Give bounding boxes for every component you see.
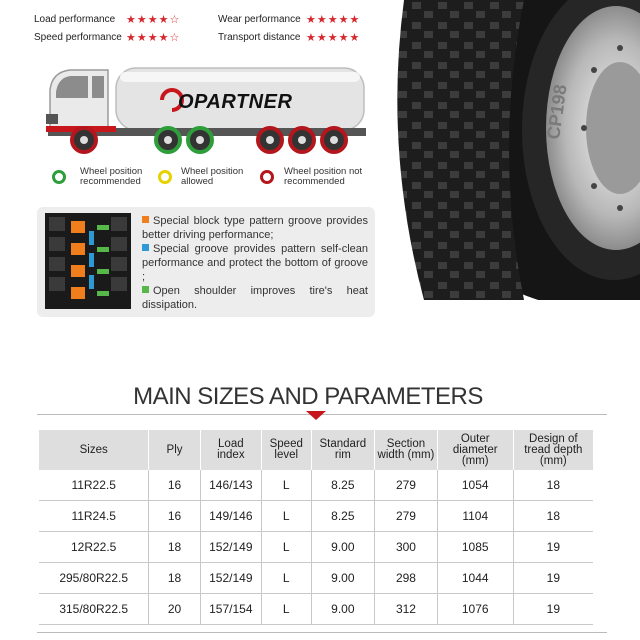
cell-outer-diameter: 1104 (437, 501, 513, 532)
cell-outer-diameter: 1044 (437, 563, 513, 594)
cell-load-index: 152/149 (200, 532, 261, 563)
cell-tread-depth: 19 (513, 594, 593, 625)
rating-wear-stars: ★★★★★ (306, 14, 361, 26)
section-title: MAIN SIZES AND PARAMETERS (133, 383, 483, 410)
cell-ply: 18 (149, 532, 200, 563)
bottom-divider (37, 632, 607, 633)
feature-item (142, 284, 368, 312)
cell-tread-depth: 18 (513, 501, 593, 532)
header-load-index: Load index (200, 430, 261, 470)
cell-standard-rim: 8.25 (311, 470, 375, 501)
rating-transport-stars: ★★★★★ (306, 32, 361, 44)
table-header-row (39, 430, 593, 470)
tread-detail-icon (45, 213, 131, 309)
rating-wear-label: Wear performance (218, 14, 301, 25)
legend-not-recommended-icon (260, 170, 274, 184)
wheel-drive-1 (156, 128, 180, 152)
cell-speed-level: L (261, 532, 311, 563)
cell-ply: 16 (149, 470, 200, 501)
cell-outer-diameter: 1054 (437, 470, 513, 501)
cell-size: 315/80R22.5 (39, 594, 149, 625)
sizes-table (39, 430, 593, 625)
cell-ply: 18 (149, 563, 200, 594)
rating-speed-stars: ★★★★☆ (126, 32, 181, 44)
cell-ply: 20 (149, 594, 200, 625)
cell-section-width: 300 (375, 532, 438, 563)
cell-standard-rim: 8.25 (311, 501, 375, 532)
tire-image (384, 0, 640, 300)
header-standard-rim: Standard rim (311, 430, 375, 470)
cell-standard-rim: 9.00 (311, 594, 375, 625)
feature-item (142, 242, 368, 284)
wheel-trailer-1 (258, 128, 282, 152)
cell-tread-depth: 19 (513, 532, 593, 563)
feature-text: Special groove provides pattern self-clean performance and protect the bottom of groove ; (142, 243, 368, 283)
table-row (39, 532, 593, 563)
green-square-icon (142, 286, 149, 293)
wheel-trailer-2 (290, 128, 314, 152)
feature-text: Special block type pattern groove provides better driving performance; (142, 215, 368, 241)
cell-load-index: 146/143 (200, 470, 261, 501)
cell-speed-level: L (261, 594, 311, 625)
legend-allowed-label: Wheel position allowed (181, 166, 244, 187)
legend-recommended-icon (52, 170, 66, 184)
header-ply: Ply (149, 430, 200, 470)
wheel-drive-2 (188, 128, 212, 152)
rating-transport-label: Transport distance (218, 32, 301, 43)
legend-allowed-icon (158, 170, 172, 184)
header-section-width: Section width (mm) (375, 430, 438, 470)
header-speed-level: Speed level (261, 430, 311, 470)
cell-section-width: 298 (375, 563, 438, 594)
cell-section-width: 312 (375, 594, 438, 625)
cell-speed-level: L (261, 501, 311, 532)
header-sizes: Sizes (39, 430, 149, 470)
cell-tread-depth: 19 (513, 563, 593, 594)
rating-speed-label: Speed performance (34, 32, 122, 43)
legend-not-recommended-label: Wheel position not recommended (284, 166, 363, 187)
table-row (39, 594, 593, 625)
cell-speed-level: L (261, 563, 311, 594)
cell-section-width: 279 (375, 470, 438, 501)
blue-square-icon (142, 244, 149, 251)
header-tread-depth: Design of tread depth (mm) (513, 430, 593, 470)
orange-square-icon (142, 216, 149, 223)
header-outer-diameter: Outer diameter (mm) (437, 430, 513, 470)
cell-standard-rim: 9.00 (311, 532, 375, 563)
brand-logo: OPARTNER (178, 91, 293, 113)
wheel-front (72, 128, 96, 152)
feature-list (142, 214, 368, 312)
cell-size: 11R22.5 (39, 470, 149, 501)
rating-load-stars: ★★★★☆ (126, 14, 181, 26)
title-accent-triangle (306, 411, 326, 421)
table-row (39, 563, 593, 594)
wheel-trailer-3 (322, 128, 346, 152)
cell-size: 12R22.5 (39, 532, 149, 563)
cell-standard-rim: 9.00 (311, 563, 375, 594)
tire-model-label: CP198 (543, 83, 571, 141)
rating-load-label: Load performance (34, 14, 116, 25)
cell-outer-diameter: 1076 (437, 594, 513, 625)
legend-recommended-label: Wheel position recommended (80, 166, 143, 187)
cell-size: 11R24.5 (39, 501, 149, 532)
cell-tread-depth: 18 (513, 470, 593, 501)
cell-section-width: 279 (375, 501, 438, 532)
feature-text: Open shoulder improves tire's heat dissipation. (142, 285, 368, 311)
cell-outer-diameter: 1085 (437, 532, 513, 563)
cell-load-index: 157/154 (200, 594, 261, 625)
cell-speed-level: L (261, 470, 311, 501)
cell-load-index: 152/149 (200, 563, 261, 594)
table-row (39, 501, 593, 532)
table-row (39, 470, 593, 501)
feature-item (142, 214, 368, 242)
cell-ply: 16 (149, 501, 200, 532)
cell-load-index: 149/146 (200, 501, 261, 532)
cell-size: 295/80R22.5 (39, 563, 149, 594)
